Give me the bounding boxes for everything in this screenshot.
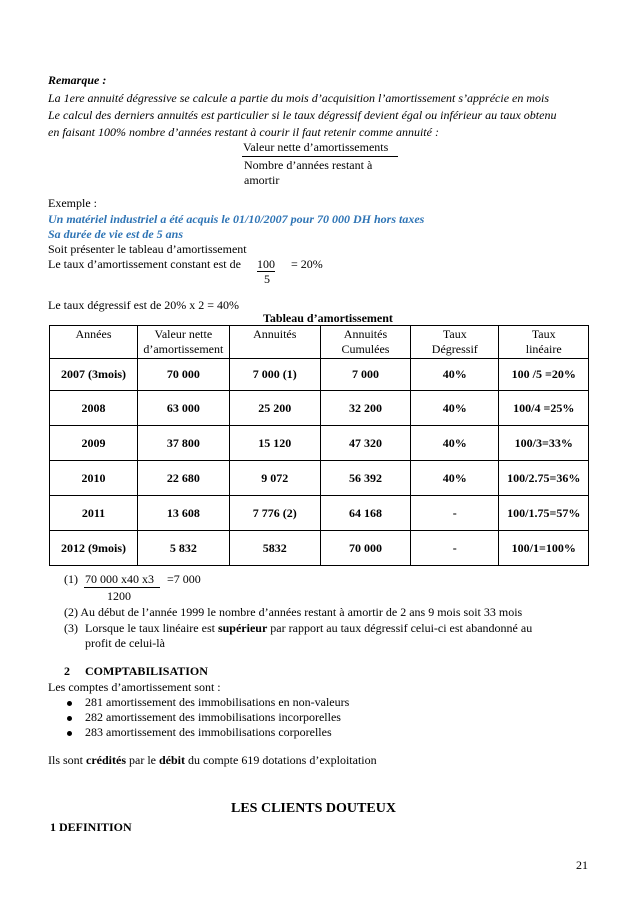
list-item: 281 amortissement des immobilisations en non-valeurs xyxy=(85,695,350,709)
rate-constant-denominator: 5 xyxy=(264,272,270,286)
table-cell: - xyxy=(411,496,499,531)
list-item: 283 amortissement des immobilisations corporelles xyxy=(85,725,332,739)
subsection-heading: 1 DEFINITION xyxy=(50,820,132,834)
table-cell: 100/2.75=36% xyxy=(499,461,589,496)
table-row xyxy=(50,531,589,566)
rate-constant-numerator: 100 xyxy=(257,257,275,271)
table-cell: 2012 (9mois) xyxy=(50,531,138,566)
table-cell: 5832 xyxy=(229,531,320,566)
column-header: Années xyxy=(50,326,138,359)
table-cell: 13 608 xyxy=(138,496,230,531)
table-cell: 15 120 xyxy=(229,426,320,461)
table-cell: 64 168 xyxy=(320,496,410,531)
degressive-rate-text: Le taux dégressif est de 20% x 2 = 40% xyxy=(48,298,240,312)
remark-line: en faisant 100% nombre d’années restant à courir il faut retenir comme annuité : xyxy=(48,125,439,139)
column-header: Taux Dégressif xyxy=(411,326,499,359)
table-cell: 40% xyxy=(411,426,499,461)
amortization-table xyxy=(49,325,589,566)
table-cell: 40% xyxy=(411,391,499,426)
table-cell: 100/1=100% xyxy=(499,531,589,566)
table-cell: 5 832 xyxy=(138,531,230,566)
table-cell: 56 392 xyxy=(320,461,410,496)
table-cell: 70 000 xyxy=(320,531,410,566)
note-1-result: =7 000 xyxy=(167,572,201,586)
table-cell: 100/4 =25% xyxy=(499,391,589,426)
rate-constant-label: Le taux d’amortissement constant est de xyxy=(48,257,241,271)
formula-denominator: Nombre d’années restant à xyxy=(244,158,373,172)
list-item: 282 amortissement des immobilisations incorporelles xyxy=(85,710,341,724)
table-cell: 2010 xyxy=(50,461,138,496)
table-cell: 40% xyxy=(411,461,499,496)
note-1-fraction-bar xyxy=(84,587,160,588)
example-statement: Un matériel industriel a été acquis le 01/10/2007 pour 70 000 DH hors taxes xyxy=(48,212,425,226)
note-3-marker: (3) xyxy=(64,621,78,635)
column-header: Annuités Cumulées xyxy=(320,326,410,359)
table-cell: 2009 xyxy=(50,426,138,461)
table-cell: 63 000 xyxy=(138,391,230,426)
table-cell: 47 320 xyxy=(320,426,410,461)
table-header-row xyxy=(50,326,589,359)
remark-line: Le calcul des derniers annuités est particulier si le taux dégressif devient égal ou inférieur au taux obtenu xyxy=(48,108,557,122)
bullet-icon xyxy=(67,701,72,706)
example-heading: Exemple : xyxy=(48,196,97,210)
example-statement: Sa durée de vie est de 5 ans xyxy=(48,227,183,241)
table-cell: 70 000 xyxy=(138,359,230,391)
table-cell: 7 776 (2) xyxy=(229,496,320,531)
table-cell: 2007 (3mois) xyxy=(50,359,138,391)
formula-fraction-bar xyxy=(242,156,398,157)
section-heading: COMPTABILISATION xyxy=(85,664,208,678)
table-row xyxy=(50,426,589,461)
table-cell: 100/1.75=57% xyxy=(499,496,589,531)
column-header: Valeur nette d’amortissement xyxy=(138,326,230,359)
note-1-marker: (1) xyxy=(64,572,78,586)
table-title: Tableau d’amortissement xyxy=(263,311,393,325)
formula-denominator: amortir xyxy=(244,173,280,187)
table-cell: 32 200 xyxy=(320,391,410,426)
table-cell: 7 000 (1) xyxy=(229,359,320,391)
column-header: Annuités xyxy=(229,326,320,359)
column-header: Taux linéaire xyxy=(499,326,589,359)
table-cell: - xyxy=(411,531,499,566)
table-cell: 22 680 xyxy=(138,461,230,496)
table-cell: 7 000 xyxy=(320,359,410,391)
rate-constant-result: = 20% xyxy=(291,257,323,271)
credit-sentence: Ils sont crédités par le débit du compte 619 dotations d’exploitation xyxy=(48,753,377,767)
note-3: Lorsque le taux linéaire est supérieur par rapport au taux dégressif celui-ci est abandonné au xyxy=(85,621,533,635)
table-cell: 100/3=33% xyxy=(499,426,589,461)
example-text: Soit présenter le tableau d’amortissement xyxy=(48,242,247,256)
note-2: (2) Au début de l’année 1999 le nombre d’années restant à amortir de 2 ans 9 mois soit 33 mois xyxy=(64,605,523,619)
bullet-icon xyxy=(67,716,72,721)
table-cell: 37 800 xyxy=(138,426,230,461)
table-cell: 9 072 xyxy=(229,461,320,496)
page-number: 21 xyxy=(576,858,588,872)
table-cell: 2008 xyxy=(50,391,138,426)
remark-heading: Remarque : xyxy=(48,73,107,87)
formula-numerator: Valeur nette d’amortissements xyxy=(243,140,389,154)
section-intro: Les comptes d’amortissement sont : xyxy=(48,680,221,694)
table-cell: 100 /5 =20% xyxy=(499,359,589,391)
bullet-icon xyxy=(67,731,72,736)
table-cell: 40% xyxy=(411,359,499,391)
table-row xyxy=(50,496,589,531)
table-cell: 25 200 xyxy=(229,391,320,426)
note-1-denominator: 1200 xyxy=(107,589,131,603)
remark-line: La 1ere annuité dégressive se calcule a partie du mois d’acquisition l’amortissement s’apprécie en mois xyxy=(48,91,550,105)
note-3-continuation: profit de celui-là xyxy=(85,636,165,650)
table-row xyxy=(50,359,589,391)
section-number: 2 xyxy=(64,664,70,678)
chapter-title: LES CLIENTS DOUTEUX xyxy=(231,801,396,816)
table-row xyxy=(50,391,589,426)
table-row xyxy=(50,461,589,496)
table-cell: 2011 xyxy=(50,496,138,531)
note-1-numerator: 70 000 x40 x3 xyxy=(85,572,154,586)
